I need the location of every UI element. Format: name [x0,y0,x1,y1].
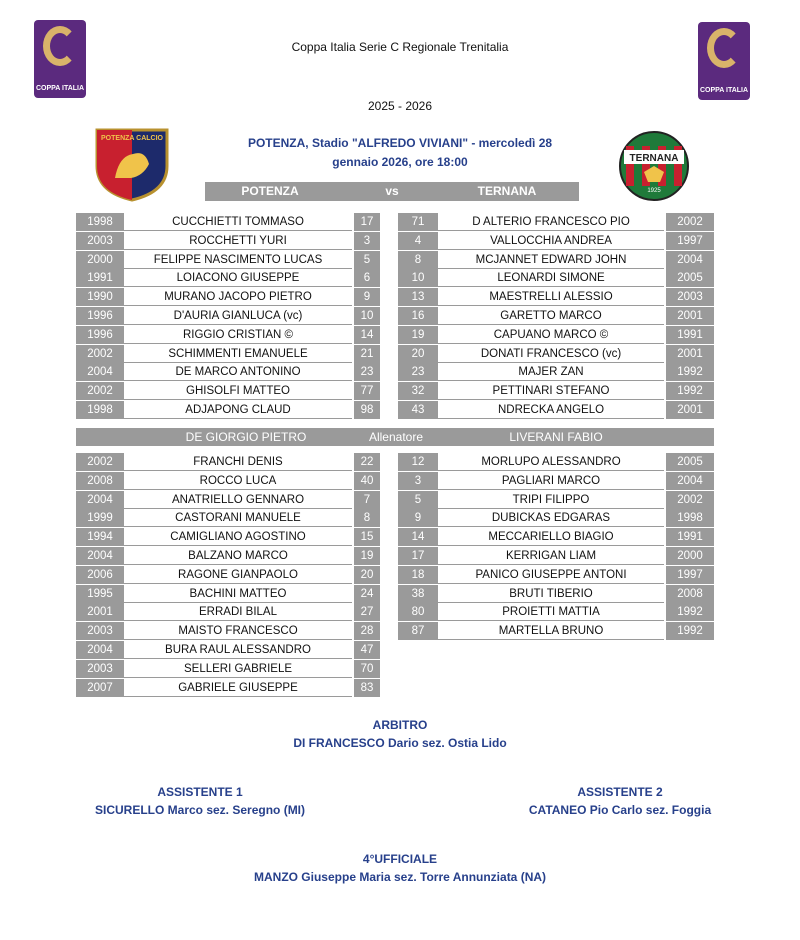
fourth-official-block [0,850,800,886]
birth-year: 1996 [76,307,124,325]
shirt-number: 3 [398,472,438,490]
referee-name: DI FRANCESCO Dario sez. Ostia Lido [293,736,507,750]
shirt-number: 38 [398,585,438,603]
assistant2-title: ASSISTENTE 2 [577,785,663,799]
coach-label: Allenatore [368,430,424,444]
player-name: MAISTO FRANCESCO [124,622,352,640]
player-row [398,603,714,622]
player-row [398,251,714,270]
birth-year: 1994 [76,528,124,546]
player-name: ERRADI BILAL [124,603,352,621]
player-name: RIGGIO CRISTIAN © [124,326,352,344]
shirt-number: 20 [354,566,380,584]
player-row [398,547,714,566]
shirt-number: 27 [354,603,380,621]
player-row [76,232,380,251]
coaches-bar [76,428,714,446]
birth-year: 2002 [666,213,714,231]
coppa-italia-logo-left [34,20,86,98]
away-team-name: TERNANA [477,184,537,198]
player-row [398,622,714,641]
match-info [215,134,585,172]
birth-year: 2008 [76,472,124,490]
player-row [76,585,380,604]
birth-year: 2000 [76,251,124,269]
player-row [398,453,714,472]
player-name: BRUTI TIBERIO [438,585,664,603]
player-name: GARETTO MARCO [438,307,664,325]
birth-year: 1999 [76,509,124,527]
shirt-number: 5 [398,491,438,509]
birth-year: 2005 [666,269,714,287]
home-coach: DE GIORGIO PIETRO [185,430,307,444]
birth-year: 2001 [666,345,714,363]
shirt-number: 14 [398,528,438,546]
shirt-number: 14 [354,326,380,344]
player-name: PETTINARI STEFANO [438,382,664,400]
birth-year: 2002 [666,491,714,509]
player-name: SCHIMMENTI EMANUELE [124,345,352,363]
birth-year: 1992 [666,603,714,621]
birth-year: 2004 [76,491,124,509]
player-row [76,547,380,566]
player-row [398,213,714,232]
shirt-number: 9 [398,509,438,527]
shirt-number: 43 [398,401,438,419]
birth-year: 2000 [666,547,714,565]
shirt-number: 8 [398,251,438,269]
birth-year: 2003 [666,288,714,306]
player-name: CAMIGLIANO AGOSTINO [124,528,352,546]
player-row [76,603,380,622]
birth-year: 2003 [76,660,124,678]
referee-block [0,716,800,752]
referee-title: ARBITRO [372,718,428,732]
birth-year: 2004 [76,547,124,565]
birth-year: 2004 [666,251,714,269]
shirt-number: 10 [354,307,380,325]
fourth-official-title: 4°UFFICIALE [362,852,438,866]
shirt-number: 47 [354,641,380,659]
shirt-number: 98 [354,401,380,419]
shirt-number: 80 [398,603,438,621]
shirt-number: 71 [398,213,438,231]
player-name: ROCCO LUCA [124,472,352,490]
shirt-number: 21 [354,345,380,363]
shirt-number: 20 [398,345,438,363]
birth-year: 2002 [76,382,124,400]
shirt-number: 6 [354,269,380,287]
ternana-crest-text: TERNANA [629,153,679,164]
birth-year: 1996 [76,326,124,344]
shirt-number: 40 [354,472,380,490]
birth-year: 1998 [76,213,124,231]
shirt-number: 15 [354,528,380,546]
logo-label: COPPA ITALIA [699,87,749,94]
birth-year: 2004 [76,363,124,381]
teams-header-bar [205,182,579,201]
player-name: CUCCHIETTI TOMMASO [124,213,352,231]
birth-year: 2003 [76,622,124,640]
player-row [76,472,380,491]
player-name: GABRIELE GIUSEPPE [124,679,352,697]
potenza-crest [93,126,171,202]
player-row [76,382,380,401]
player-row [76,213,380,232]
shirt-number: 17 [398,547,438,565]
player-row [76,622,380,641]
birth-year: 1992 [666,363,714,381]
player-row [398,491,714,510]
player-row [76,641,380,660]
home-team-name: POTENZA [241,184,299,198]
assistant1-block [60,783,340,819]
shirt-number: 19 [354,547,380,565]
shirt-number: 28 [354,622,380,640]
player-name: PAGLIARI MARCO [438,472,664,490]
assistant2-name: CATANEO Pio Carlo sez. Foggia [528,803,712,817]
player-name: MAJER ZAN [438,363,664,381]
assistant2-block [460,783,780,819]
potenza-crest-text: POTENZA CALCIO [101,135,163,142]
shirt-number: 23 [398,363,438,381]
shirt-number: 32 [398,382,438,400]
coppa-italia-logo-right [698,22,750,100]
shirt-number: 7 [354,491,380,509]
player-row [398,232,714,251]
birth-year: 2004 [666,472,714,490]
birth-year: 2006 [76,566,124,584]
shirt-number: 18 [398,566,438,584]
birth-year: 1990 [76,288,124,306]
player-name: NDRECKA ANGELO [438,401,664,419]
player-row [76,453,380,472]
shirt-number: 8 [354,509,380,527]
player-row [398,269,714,288]
birth-year: 1997 [666,232,714,250]
assistant1-name: SICURELLO Marco sez. Seregno (MI) [94,803,306,817]
birth-year: 1991 [76,269,124,287]
player-row [76,660,380,679]
birth-year: 1992 [666,622,714,640]
birth-year: 1991 [666,528,714,546]
player-name: D ALTERIO FRANCESCO PIO [438,213,664,231]
player-row [76,251,380,270]
ternana-crest [618,130,690,202]
player-row [398,307,714,326]
shirt-number: 19 [398,326,438,344]
player-row [76,491,380,510]
player-row [398,345,714,364]
birth-year: 2002 [76,345,124,363]
player-name: DE MARCO ANTONINO [124,363,352,381]
vs-label: vs [385,184,399,198]
fourth-official-name: MANZO Giuseppe Maria sez. Torre Annunziata (NA) [253,870,547,884]
player-name: ROCCHETTI YURI [124,232,352,250]
birth-year: 1998 [666,509,714,527]
player-name: MAESTRELLI ALESSIO [438,288,664,306]
player-name: PANICO GIUSEPPE ANTONI [438,566,664,584]
player-row [76,288,380,307]
match-date: gennaio 2026, ore 18:00 [332,155,468,169]
birth-year: 1991 [666,326,714,344]
player-name: BURA RAUL ALESSANDRO [124,641,352,659]
away-coach: LIVERANI FABIO [509,430,603,444]
shirt-number: 3 [354,232,380,250]
player-name: FRANCHI DENIS [124,453,352,471]
birth-year: 2002 [76,453,124,471]
shirt-number: 4 [398,232,438,250]
shirt-number: 23 [354,363,380,381]
player-row [76,363,380,382]
player-name: MECCARIELLO BIAGIO [438,528,664,546]
birth-year: 1998 [76,401,124,419]
player-row [76,509,380,528]
player-name: GHISOLFI MATTEO [124,382,352,400]
player-name: PROIETTI MATTIA [438,603,664,621]
player-row [398,326,714,345]
player-name: VALLOCCHIA ANDREA [438,232,664,250]
player-row [76,345,380,364]
player-name: MURANO JACOPO PIETRO [124,288,352,306]
player-name: MCJANNET EDWARD JOHN [438,251,664,269]
player-row [76,528,380,547]
player-name: SELLERI GABRIELE [124,660,352,678]
shirt-number: 13 [398,288,438,306]
player-row [398,566,714,585]
shirt-number: 12 [398,453,438,471]
player-row [76,566,380,585]
birth-year: 2005 [666,453,714,471]
match-venue: POTENZA, Stadio "ALFREDO VIVIANI" - mercoledì 28 [247,136,553,150]
birth-year: 2001 [666,307,714,325]
player-name: DONATI FRANCESCO (vc) [438,345,664,363]
player-name: D'AURIA GIANLUCA (vc) [124,307,352,325]
player-row [398,509,714,528]
player-name: BALZANO MARCO [124,547,352,565]
birth-year: 2004 [76,641,124,659]
shirt-number: 10 [398,269,438,287]
shirt-number: 87 [398,622,438,640]
birth-year: 2007 [76,679,124,697]
shirt-number: 17 [354,213,380,231]
shirt-number: 77 [354,382,380,400]
player-row [76,307,380,326]
shirt-number: 16 [398,307,438,325]
player-name: ANATRIELLO GENNARO [124,491,352,509]
player-name: MORLUPO ALESSANDRO [438,453,664,471]
birth-year: 1995 [76,585,124,603]
shirt-number: 9 [354,288,380,306]
player-row [76,401,380,420]
assistant1-title: ASSISTENTE 1 [157,785,243,799]
player-row [398,288,714,307]
player-name: CASTORANI MANUELE [124,509,352,527]
birth-year: 2001 [666,401,714,419]
player-name: DUBICKAS EDGARAS [438,509,664,527]
birth-year: 1992 [666,382,714,400]
player-row [76,269,380,288]
player-row [398,472,714,491]
ternana-crest-year: 1925 [647,188,661,194]
player-name: KERRIGAN LIAM [438,547,664,565]
logo-label: COPPA ITALIA [35,85,85,92]
player-name: RAGONE GIANPAOLO [124,566,352,584]
shirt-number: 22 [354,453,380,471]
player-row [398,528,714,547]
player-row [398,585,714,604]
player-name: BACHINI MATTEO [124,585,352,603]
birth-year: 2001 [76,603,124,621]
player-name: FELIPPE NASCIMENTO LUCAS [124,251,352,269]
player-row [398,401,714,420]
competition-title: Coppa Italia Serie C Regionale Trenitalia [291,40,509,54]
player-name: LEONARDI SIMONE [438,269,664,287]
player-name: CAPUANO MARCO © [438,326,664,344]
player-row [398,382,714,401]
birth-year: 2008 [666,585,714,603]
player-name: LOIACONO GIUSEPPE [124,269,352,287]
player-name: TRIPI FILIPPO [438,491,664,509]
shirt-number: 83 [354,679,380,697]
shirt-number: 70 [354,660,380,678]
player-row [76,679,380,698]
birth-year: 1997 [666,566,714,584]
shirt-number: 5 [354,251,380,269]
birth-year: 2003 [76,232,124,250]
player-row [398,363,714,382]
player-name: MARTELLA BRUNO [438,622,664,640]
shirt-number: 24 [354,585,380,603]
player-row [76,326,380,345]
player-name: ADJAPONG CLAUD [124,401,352,419]
season: 2025 - 2026 [367,99,433,113]
